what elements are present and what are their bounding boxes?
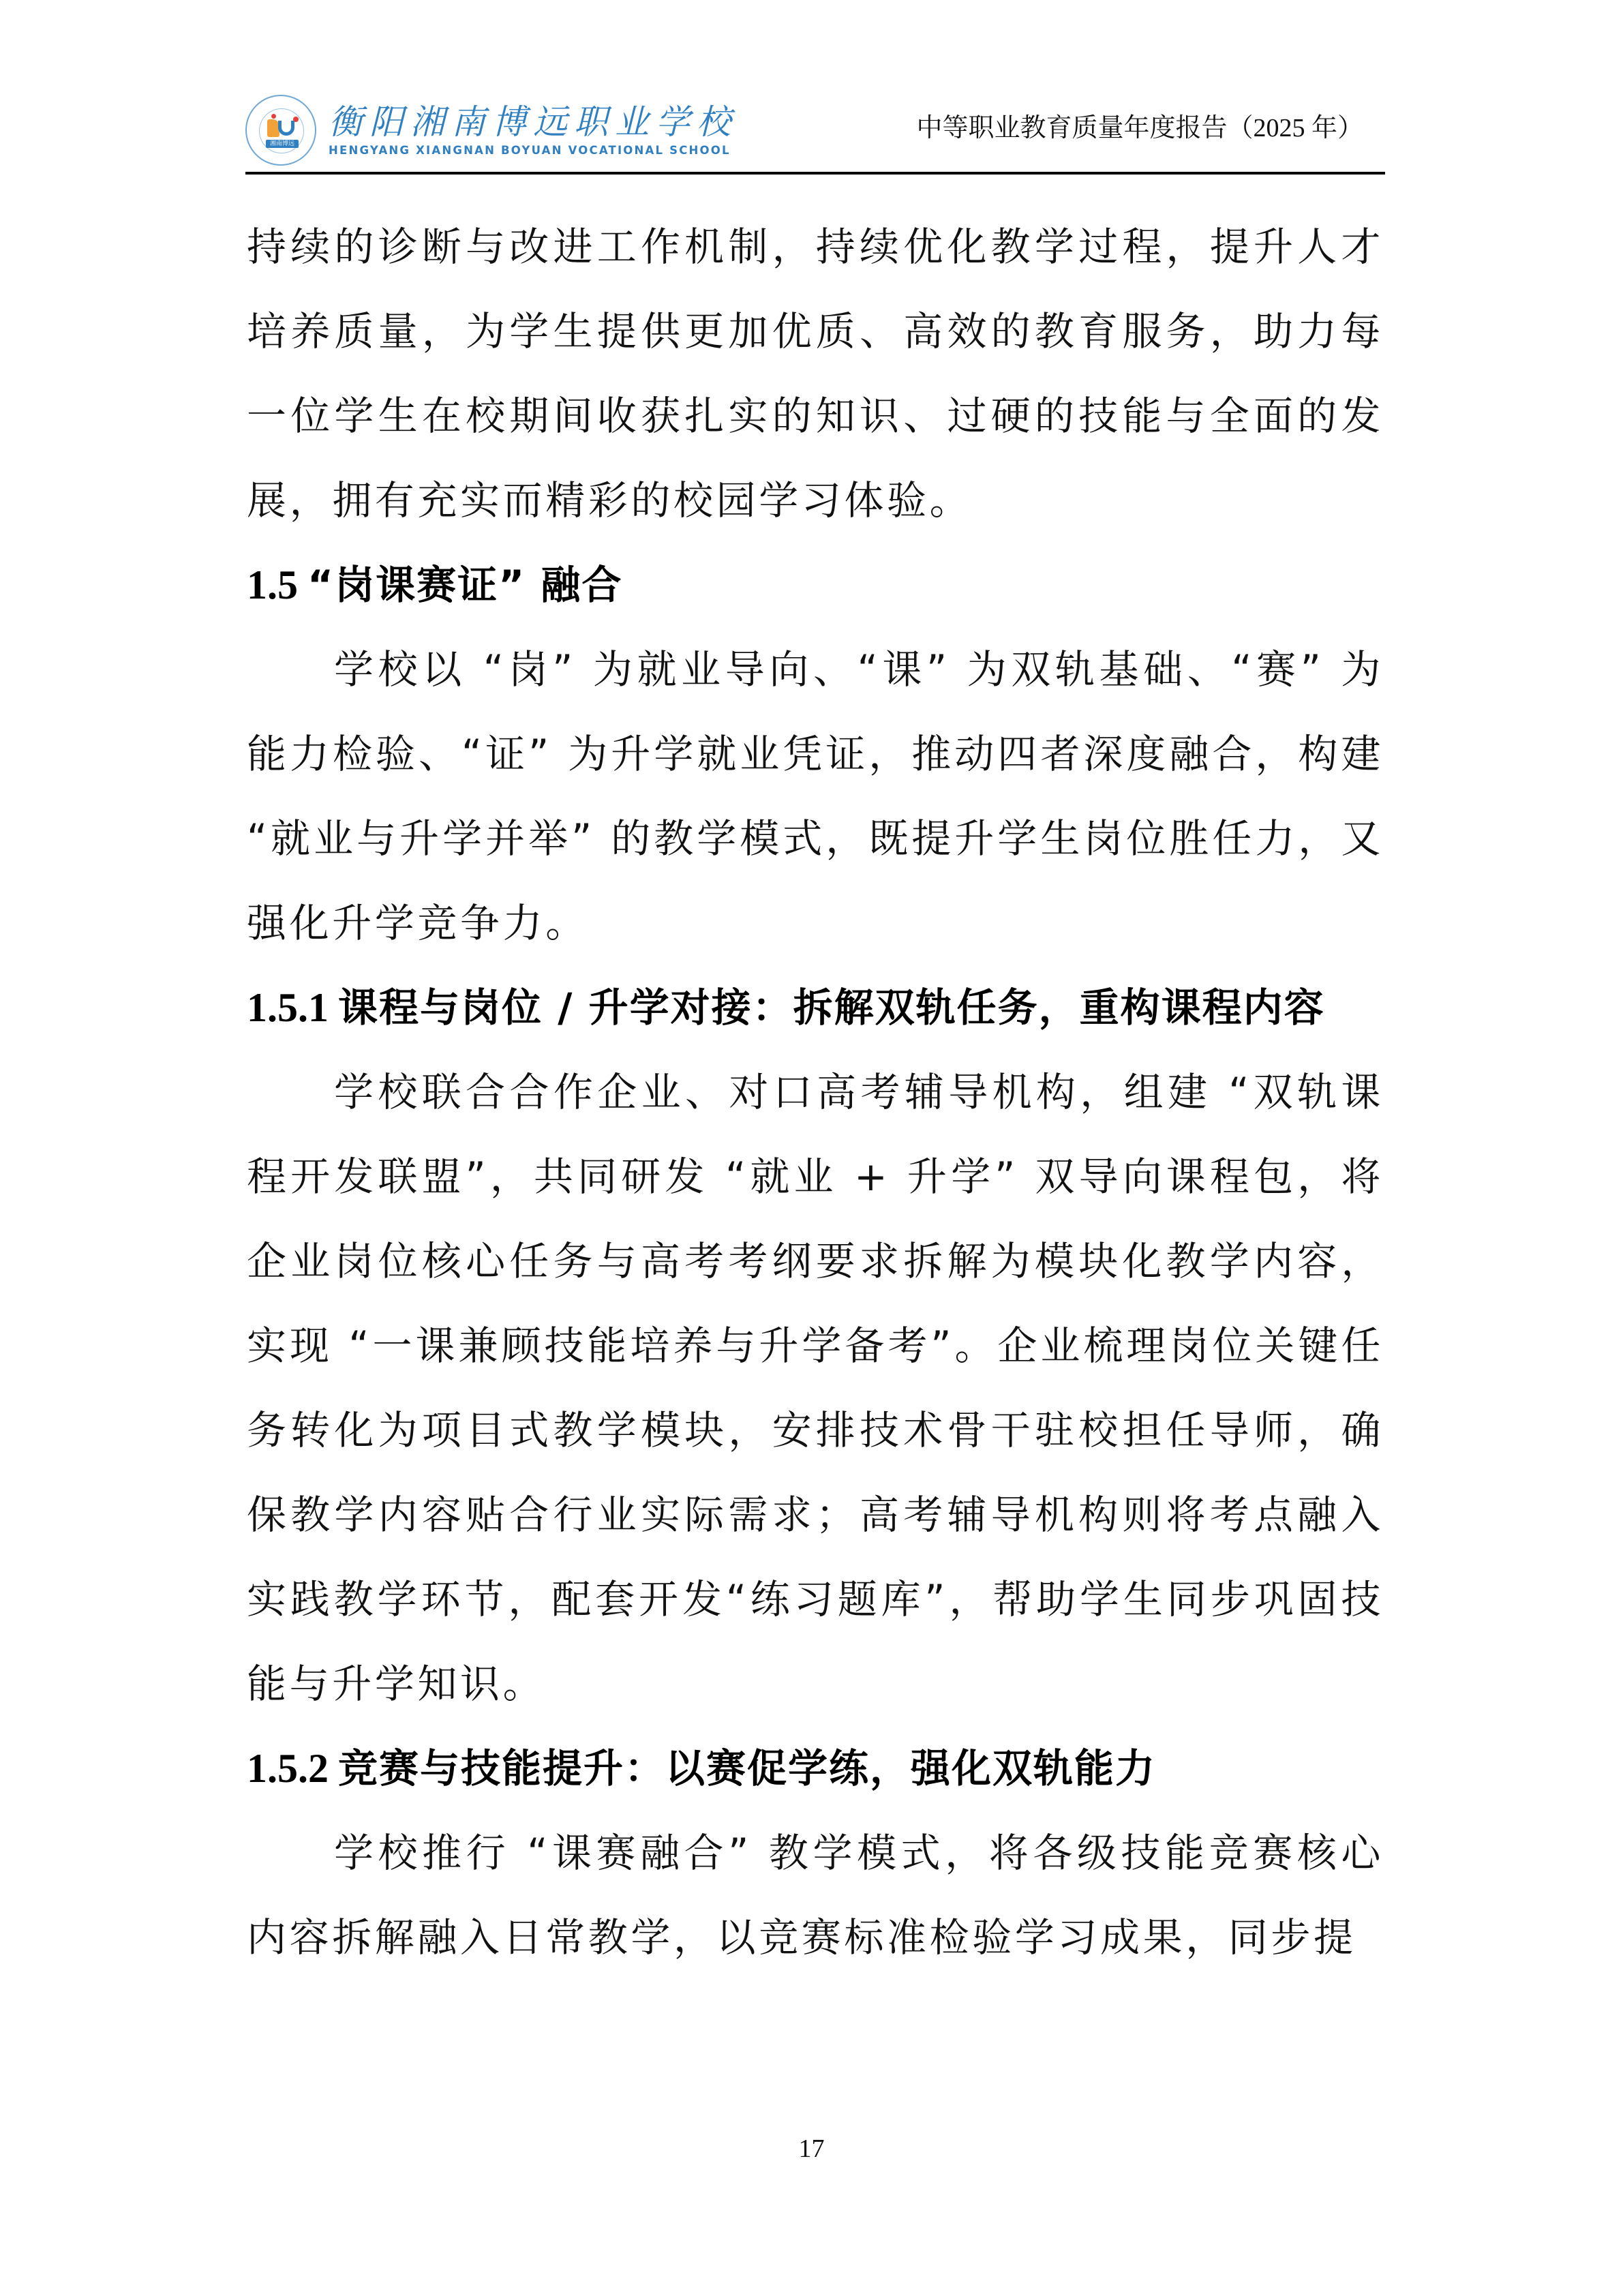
paragraph-continued: 持续的诊断与改进工作机制，持续优化教学过程，提升人才培养质量，为学生提供更加优质、高效的教育服务，助力每一位学生在校期间收获扎实的知识、过硬的技能与全面的发展，拥有充实而精彩的校园学习体验。 (247, 224, 1384, 524)
paragraph-competition: 学校推行 “课赛融合” 教学模式，将各级技能竞赛核心内容拆解融入日常教学，以竞赛标准检验学习成果，同步提 (247, 1830, 1384, 1961)
report-title: 中等职业教育质量年度报告（2025 年） (916, 114, 1363, 142)
paragraph-intro: 学校以 “岗” 为就业导向、“课” 为双轨基础、“赛” 为能力检验、“证” 为升学就业凭证，推动四者深度融合，构建 “就业与升学并举” 的教学模式，既提升学生岗位胜任力，又强化升学竞争力。 (247, 646, 1384, 946)
section-title: “岗课赛证” 融合 (307, 562, 623, 608)
document-body (247, 205, 1384, 1980)
school-name-cn: 衡阳湘南博远职业学校 (329, 102, 738, 142)
section-heading-1-5 (247, 543, 1384, 627)
section-title: 课程与岗位 / 升学对接：拆解双轨任务，重构课程内容 (338, 984, 1325, 1031)
school-emblem-icon (245, 95, 316, 166)
section-title: 竞赛与技能提升：以赛促学练，强化双轨能力 (338, 1745, 1157, 1792)
school-logo (245, 93, 738, 168)
page-number: 17 (798, 2134, 825, 2163)
section-number: 1.5.2 (247, 1746, 329, 1791)
header-rule (245, 172, 1385, 175)
section-number: 1.5 (247, 562, 298, 607)
page-header (245, 87, 1385, 175)
emblem-tag: 湘南博远 (266, 140, 299, 148)
paragraph-course-alignment: 学校联合合作企业、对口高考辅导机构，组建 “双轨课程开发联盟”，共同研发 “就业 + 升学” 双导向课程包，将企业岗位核心任务与高考考纲要求拆解为模块化教学内容，实现 “一课兼顾技能培养与升学备考”。企业梳理岗位关键任务转化为项目式教学模块，安排技术骨干驻校担任导师，确保教学内容贴合行业实际需求；高考辅导机构则将考点融入实践教学环节，配套开发“练习题库”，帮助学生同步巩固技能与升学知识。 (247, 1069, 1384, 1707)
section-number: 1.5.1 (247, 985, 329, 1030)
school-name-en: HENGYANG XIANGNAN BOYUAN VOCATIONAL SCHOOL (329, 144, 731, 157)
section-heading-1-5-1 (247, 965, 1384, 1050)
section-heading-1-5-2 (247, 1726, 1384, 1811)
